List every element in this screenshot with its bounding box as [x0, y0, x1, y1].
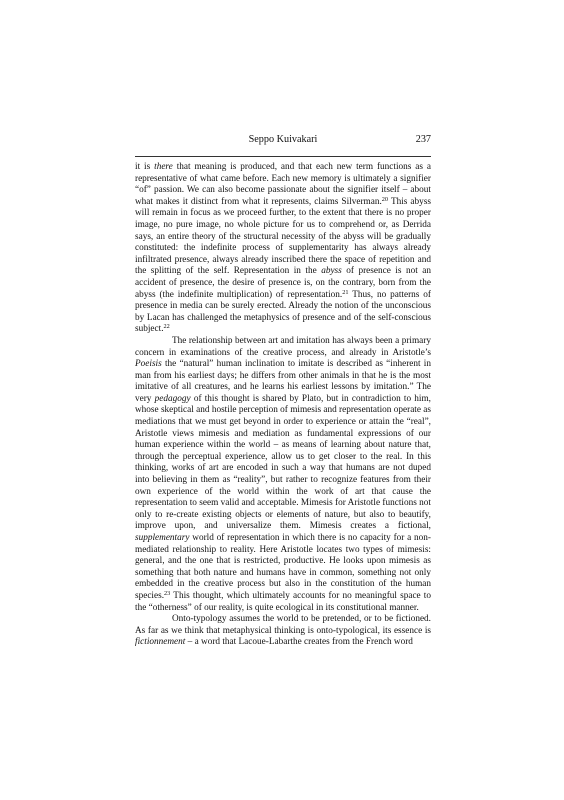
emphasis-text: pedagogy: [154, 393, 191, 404]
running-header: [135, 134, 431, 148]
text-run: Onto-typology assumes the world to be pretended, or to be fictioned. As far as we think that metaphysical thinking is onto-typological, its essence is: [135, 614, 431, 636]
text-run: the “natural” human inclination to imitate is described as “inherent in man from his earliest days; he differs from other animals in that he is the most imitative of all creatures, and he learns his earliest lessons by imitation.” The very: [135, 359, 431, 404]
emphasis-text: fictionnement: [135, 637, 186, 648]
header-rule: [135, 156, 431, 157]
emphasis-text: there: [154, 162, 173, 172]
paragraph-2: [135, 336, 431, 614]
text-run: world of representation in which there is no capacity for a non-mediated relationship to reality. Here Aristotle locates two types of mimesis: general, and the one that is restricted, productive. He looks upon mimesis as something that both nature and humans have in common, something not only embedded in the creative process but also in the constitution of the human species.: [135, 533, 431, 601]
body-text: [135, 162, 431, 649]
footnote-ref: 21: [342, 288, 349, 296]
text-run: Thus, no patterns of presence in media can be surely erected. Already the notion of the unconscious by Lacan has challenged the metaphysics of presence and of the self-conscious subject.: [135, 289, 431, 335]
footnote-ref: 23: [164, 589, 171, 597]
footnote-ref: 22: [163, 323, 170, 331]
text-run: This thought, which ultimately accounts for no meaningful space to the “otherness” of our reality, is quite ecological in its constitutional manner.: [135, 590, 431, 613]
text-run: of this thought is shared by Plato, but in contradiction to him, whose skeptical and hostile perception of mimesis and representation operate as mediations that we must get beyond in order to experience or attain the “real”, Aristotle views mimesis and mediation as fundamental expressions of our human experience within the world – as means of learning about nature that, through the perceptual experience, allow us to get closer to the real. In this thinking, works of art are encoded in such a way that humans are not duped into believing in them as “reality”, but rather to recognize features from their own experience of the world within the work of art that cause the representation to seem valid and acceptable. Mimesis for Aristotle functions not only to re-create existing objects or elements of nature, but also to beautify, improve upon, and universalize them. Mimesis creates a fictional,: [135, 393, 431, 532]
emphasis-text: Poeisis: [135, 359, 162, 370]
emphasis-text: abyss: [321, 266, 342, 277]
text-run: This abyss will remain in focus as we proceed further, to the extent that there is no proper image, no pure image, no whole picture for us to comprehend or, as Derrida says, an entire theory of the structural necessity of the abyss will be gradually constituted: the indefinite process of supplementarity has always already infiltrated presence, always already inscribed there the space of repetition and the splitting of the self. Representation in the: [135, 196, 431, 277]
text-run: – a word that Lacoue-Labarthe creates from the French word: [185, 637, 413, 648]
text-run: that meaning is produced, and that each new term functions as a representative of what came before. Each new memory is ultimately a signifier “of” passion. We can also become passionate about the signifier itself – about what makes it distinct from what it represents, claims Silverman.: [135, 162, 432, 207]
text-run: it is: [135, 162, 155, 172]
text-run: The relationship between art and imitation has always been a primary concern in examinations of the creative process, and already in Aristotle’s: [135, 335, 431, 358]
page-number: 237: [415, 134, 431, 145]
emphasis-text: supplementary: [135, 533, 190, 543]
paragraph-3: [135, 614, 431, 649]
paragraph-1: [135, 162, 431, 336]
footnote-ref: 20: [381, 195, 389, 203]
running-header-author: Seppo Kuivakari: [248, 134, 318, 145]
text-run: of presence is not an accident of presence, the desire of presence is, on the contrary, born from the abyss (the indefinite multiplication) of representation.: [135, 266, 431, 300]
